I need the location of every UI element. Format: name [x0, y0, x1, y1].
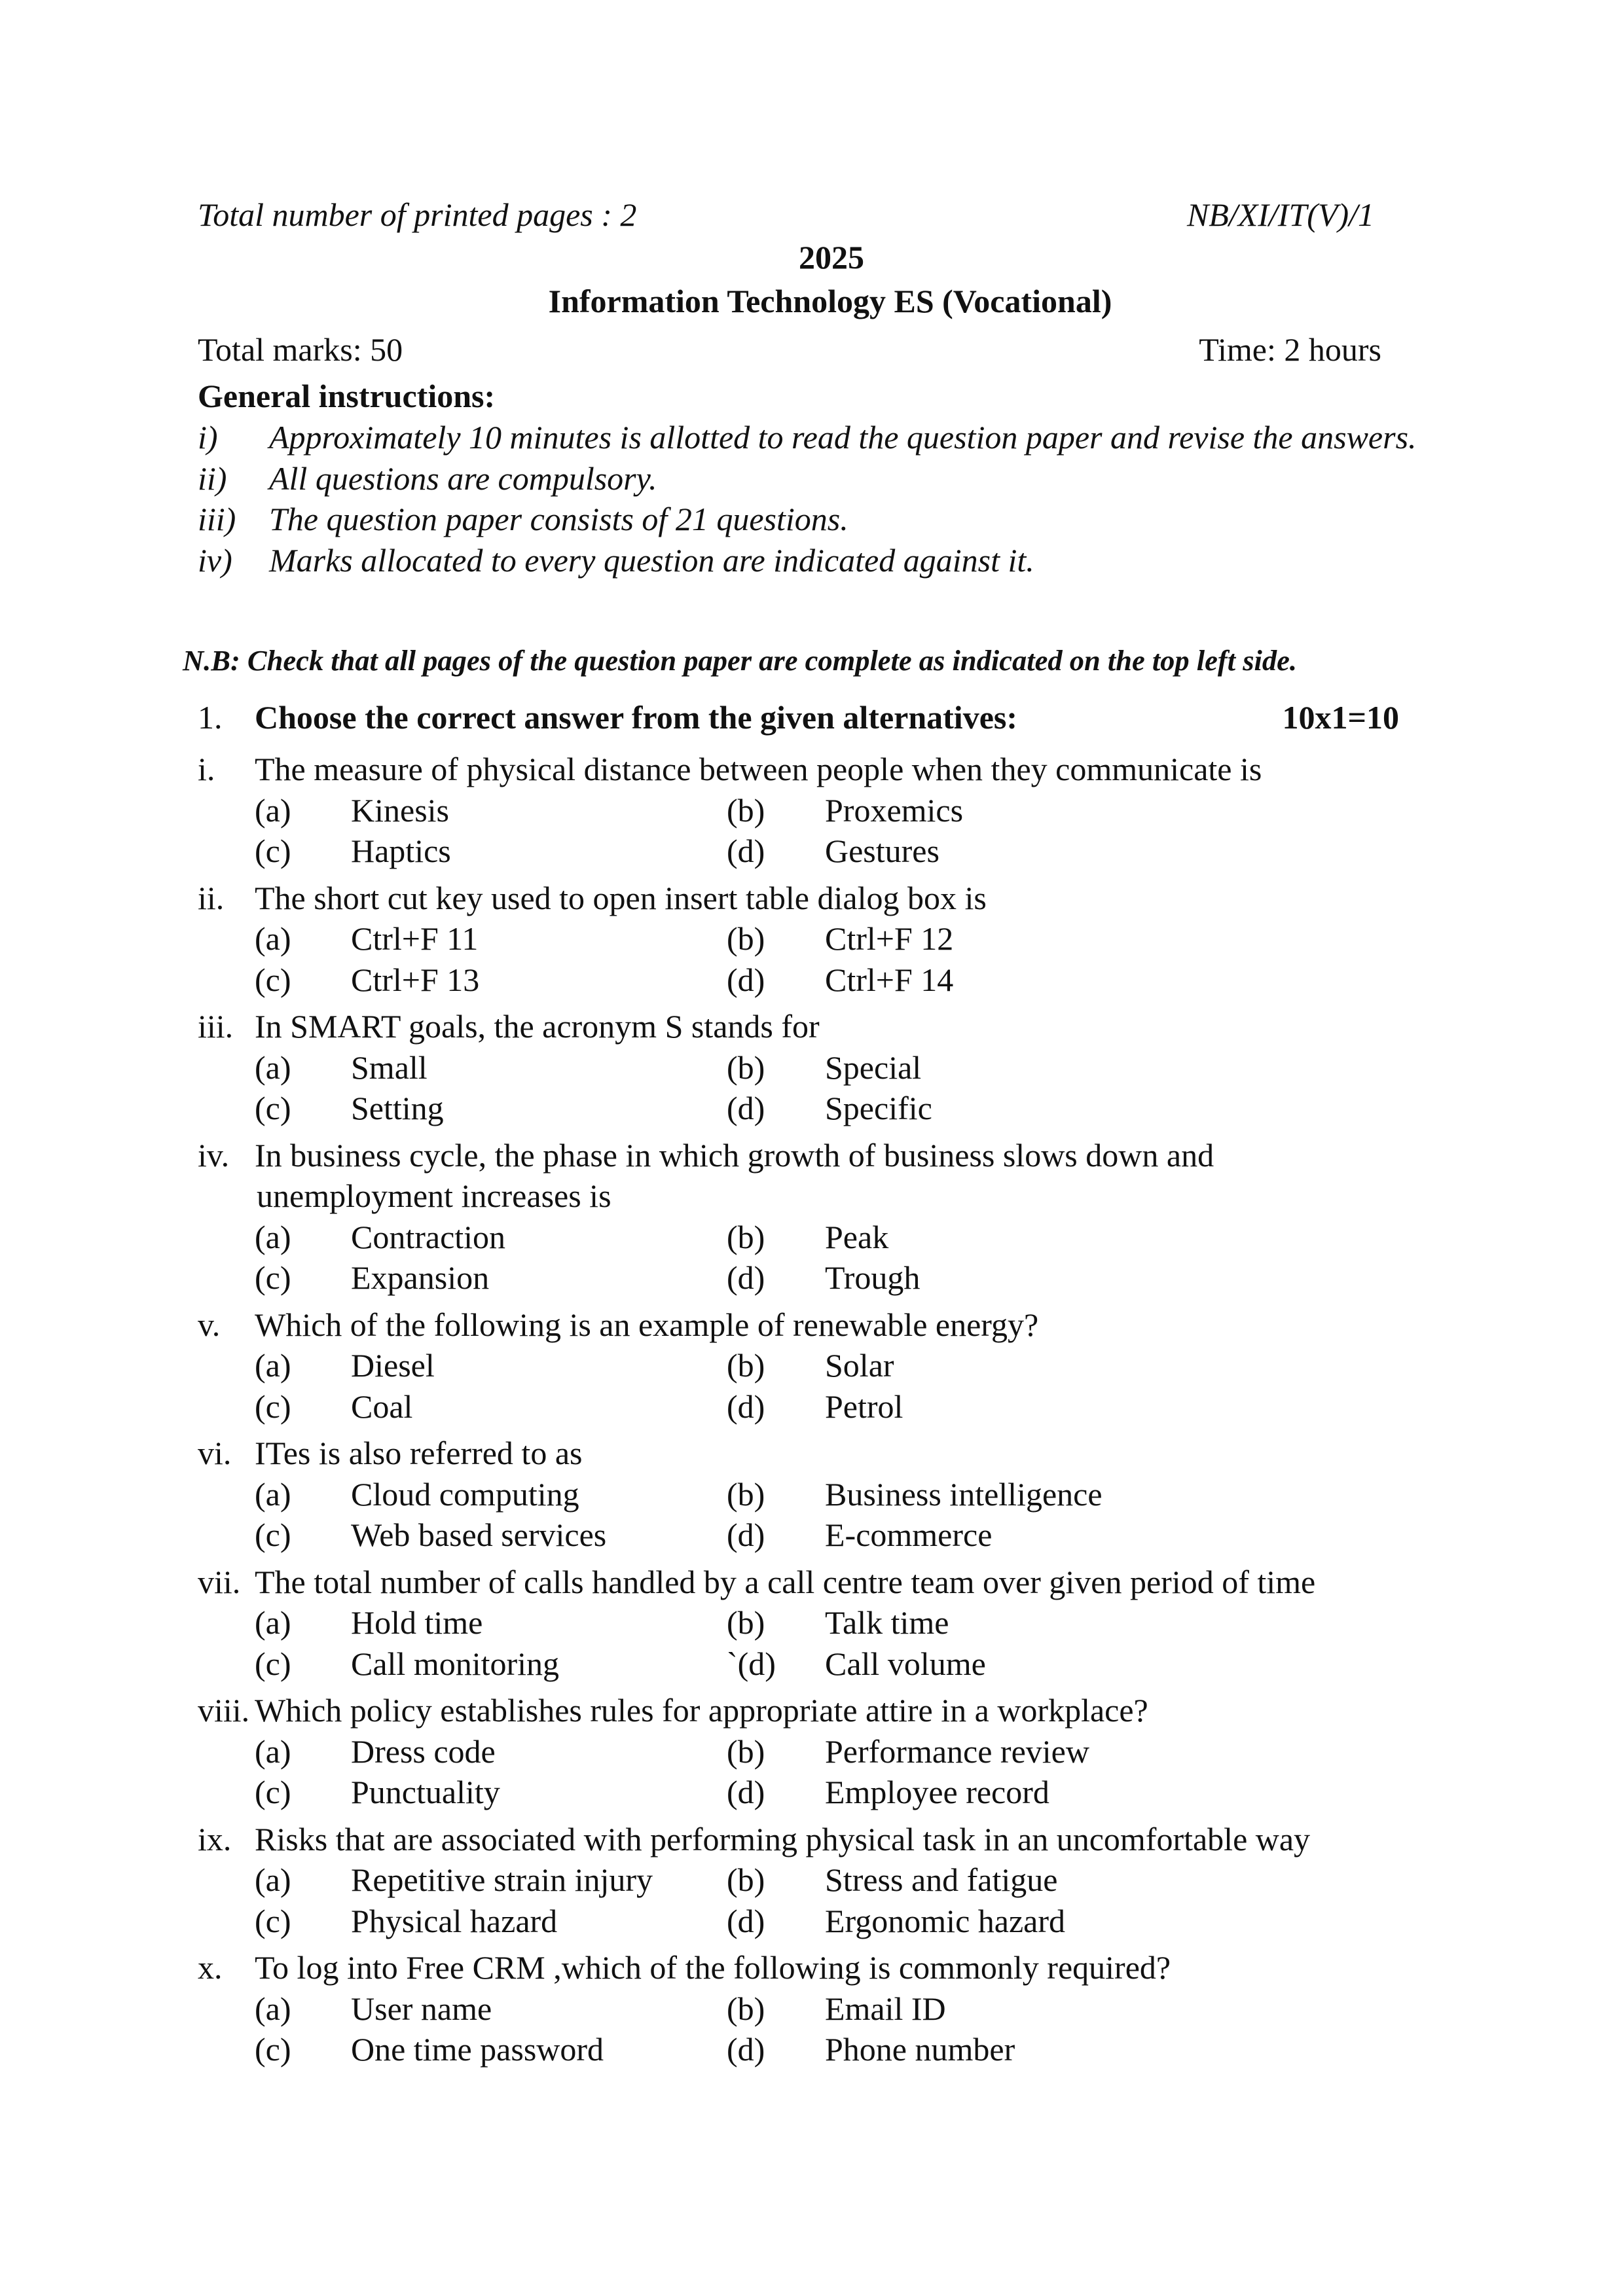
option-label: (a)	[255, 1604, 291, 1641]
option-label: (b)	[727, 920, 765, 957]
option-row	[198, 1345, 1468, 1386]
question-number: ix.	[198, 1820, 232, 1857]
option-text: Stress and fatigue	[825, 1861, 1058, 1898]
section-number: 1.	[198, 699, 223, 736]
option-text: Petrol	[825, 1388, 903, 1425]
option-label: (c)	[255, 833, 291, 869]
option-text: Repetitive strain injury	[351, 1861, 653, 1898]
option-text: Call volume	[825, 1645, 986, 1682]
question-number: v.	[198, 1306, 221, 1343]
option-text: Dress code	[351, 1732, 496, 1770]
question-number: viii.	[198, 1692, 250, 1729]
option-text: Haptics	[351, 833, 451, 869]
option-label: (a)	[255, 1732, 291, 1770]
option-label: (a)	[255, 1861, 291, 1898]
option-text: Talk time	[825, 1604, 949, 1641]
option-text: Employee record	[825, 1774, 1049, 1810]
option-text: One time password	[351, 2031, 604, 2068]
option-row	[198, 1217, 1468, 1258]
option-text: Setting	[351, 1090, 444, 1126]
question	[198, 1433, 1468, 1474]
option-row	[198, 1474, 1468, 1515]
option-label: (b)	[727, 1475, 765, 1513]
option-text: E-commerce	[825, 1516, 993, 1553]
option-text: Contraction	[351, 1218, 506, 1255]
option-text: Expansion	[351, 1259, 490, 1296]
instruction-item	[198, 499, 1467, 540]
question-text: To log into Free CRM ,which of the following is commonly required?	[255, 1949, 1171, 1986]
instruction-text: Approximately 10 minutes is allotted to read the question paper and revise the answers.	[269, 419, 1417, 456]
question-text: The total number of calls handled by a call centre team over given period of time	[255, 1563, 1316, 1600]
option-text: Call monitoring	[351, 1645, 560, 1682]
option-label: (b)	[727, 1990, 765, 2027]
question-text: The short cut key used to open insert table dialog box is	[255, 879, 987, 916]
option-label: (d)	[727, 1774, 765, 1810]
option-text: Physical hazard	[351, 1902, 558, 1939]
printed-pages-note: Total number of printed pages : 2	[198, 196, 637, 233]
option-label: (a)	[255, 920, 291, 957]
option-label: `(d)	[727, 1645, 776, 1682]
option-row	[198, 918, 1468, 960]
option-label: (c)	[255, 1902, 291, 1939]
question-number: vii.	[198, 1563, 241, 1600]
option-label: (d)	[727, 2031, 765, 2068]
exam-year: 2025	[799, 239, 864, 276]
instruction-item	[198, 540, 1467, 581]
option-text: Punctuality	[351, 1774, 500, 1810]
option-text: Gestures	[825, 833, 939, 869]
question-text: In SMART goals, the acronym S stands for	[255, 1008, 820, 1045]
option-row	[198, 2029, 1468, 2070]
option-label: (a)	[255, 1347, 291, 1384]
paper-title: Information Technology ES (Vocational)	[548, 283, 1112, 319]
option-row	[198, 1772, 1468, 1813]
question-number: ii.	[198, 879, 225, 916]
option-label: (a)	[255, 1475, 291, 1513]
question-text-continued: unemployment increases is	[257, 1177, 611, 1214]
option-label: (b)	[727, 1604, 765, 1641]
question-text: Risks that are associated with performing physical task in an uncomfortable way	[255, 1820, 1311, 1857]
option-row	[198, 1643, 1468, 1685]
question-number: iv.	[198, 1136, 230, 1174]
question	[198, 1819, 1468, 1860]
question-text: Which policy establishes rules for appropriate attire in a workplace?	[255, 1692, 1148, 1729]
option-row	[198, 1515, 1468, 1556]
option-label: (a)	[255, 1218, 291, 1255]
option-label: (c)	[255, 961, 291, 998]
question	[198, 1690, 1468, 1731]
option-label: (d)	[727, 1516, 765, 1553]
instruction-item	[198, 458, 1467, 499]
question	[198, 878, 1468, 919]
option-label: (a)	[255, 1049, 291, 1086]
question	[198, 1947, 1468, 1988]
option-text: Phone number	[825, 2031, 1015, 2068]
question	[198, 749, 1468, 790]
option-text: Ctrl+F 14	[825, 961, 954, 998]
option-row	[198, 1386, 1468, 1427]
total-marks: Total marks: 50	[198, 331, 403, 368]
option-row	[198, 1988, 1468, 2030]
option-text: Coal	[351, 1388, 413, 1425]
instruction-item	[198, 417, 1467, 458]
option-text: Diesel	[351, 1347, 435, 1384]
option-label: (b)	[727, 791, 765, 829]
instruction-number: iii)	[198, 501, 236, 537]
option-text: Peak	[825, 1218, 889, 1255]
option-text: User name	[351, 1990, 492, 2027]
option-label: (c)	[255, 1645, 291, 1682]
option-text: Ctrl+F 13	[351, 961, 480, 998]
option-label: (c)	[255, 1516, 291, 1553]
question-number: i.	[198, 751, 215, 787]
option-row	[198, 1047, 1468, 1088]
option-text: Email ID	[825, 1990, 946, 2027]
question-text: ITes is also referred to as	[255, 1435, 583, 1471]
option-text: Cloud computing	[351, 1475, 579, 1513]
paper-code: NB/XI/IT(V)/1	[1186, 196, 1374, 233]
section-heading: Choose the correct answer from the given alternatives:	[255, 699, 1017, 736]
option-label: (c)	[255, 1774, 291, 1810]
option-row	[198, 1602, 1468, 1643]
option-label: (b)	[727, 1218, 765, 1255]
option-label: (a)	[255, 791, 291, 829]
option-label: (b)	[727, 1861, 765, 1898]
option-label: (c)	[255, 1090, 291, 1126]
option-text: Web based services	[351, 1516, 607, 1553]
instruction-number: iv)	[198, 541, 232, 579]
instruction-text: The question paper consists of 21 questions.	[269, 501, 848, 537]
option-text: Proxemics	[825, 791, 964, 829]
option-row	[198, 1257, 1468, 1299]
instruction-text: Marks allocated to every question are indicated against it.	[269, 541, 1034, 579]
time-allowed: Time: 2 hours	[1199, 331, 1381, 368]
instructions-list	[198, 417, 1467, 581]
option-label: (b)	[727, 1732, 765, 1770]
option-text: Kinesis	[351, 791, 449, 829]
question-text: In business cycle, the phase in which growth of business slows down and	[255, 1136, 1214, 1174]
option-text: Solar	[825, 1347, 894, 1384]
question	[198, 1304, 1468, 1346]
nb-note: N.B: Check that all pages of the question paper are complete as indicated on the top left side.	[183, 644, 1298, 677]
option-label: (c)	[255, 1259, 291, 1296]
option-label: (d)	[727, 961, 765, 998]
option-label: (c)	[255, 1388, 291, 1425]
instruction-text: All questions are compulsory.	[269, 459, 657, 497]
question	[198, 1562, 1468, 1603]
option-label: (d)	[727, 1090, 765, 1126]
option-label: (d)	[727, 1259, 765, 1296]
instruction-number: ii)	[198, 459, 227, 497]
option-text: Ergonomic hazard	[825, 1902, 1065, 1939]
option-row	[198, 831, 1468, 872]
option-row	[198, 1088, 1468, 1129]
option-row	[198, 1731, 1468, 1772]
option-label: (a)	[255, 1990, 291, 2027]
instructions-heading: General instructions:	[198, 378, 496, 414]
option-row	[198, 1859, 1468, 1901]
instruction-number: i)	[198, 419, 218, 456]
option-label: (d)	[727, 1388, 765, 1425]
question-list	[198, 749, 1468, 2070]
option-label: (b)	[727, 1347, 765, 1384]
option-label: (c)	[255, 2031, 291, 2068]
option-text: Ctrl+F 12	[825, 920, 954, 957]
option-text: Trough	[825, 1259, 921, 1296]
option-text: Small	[351, 1049, 428, 1086]
option-text: Special	[825, 1049, 922, 1086]
option-text: Performance review	[825, 1732, 1089, 1770]
option-label: (b)	[727, 1049, 765, 1086]
option-row	[198, 1901, 1468, 1942]
question	[198, 1135, 1468, 1176]
question	[198, 1006, 1468, 1047]
question-text: Which of the following is an example of renewable energy?	[255, 1306, 1039, 1343]
option-text: Ctrl+F 11	[351, 920, 479, 957]
option-text: Hold time	[351, 1604, 483, 1641]
option-text: Specific	[825, 1090, 932, 1126]
question-number: iii.	[198, 1008, 234, 1045]
option-label: (d)	[727, 833, 765, 869]
option-label: (d)	[727, 1902, 765, 1939]
question-number: vi.	[198, 1435, 232, 1471]
question-number: x.	[198, 1949, 223, 1986]
option-row	[198, 790, 1468, 831]
option-text: Business intelligence	[825, 1475, 1103, 1513]
question-text: The measure of physical distance between people when they communicate is	[255, 751, 1262, 787]
option-row	[198, 960, 1468, 1001]
section-marks: 10x1=10	[1282, 699, 1399, 736]
